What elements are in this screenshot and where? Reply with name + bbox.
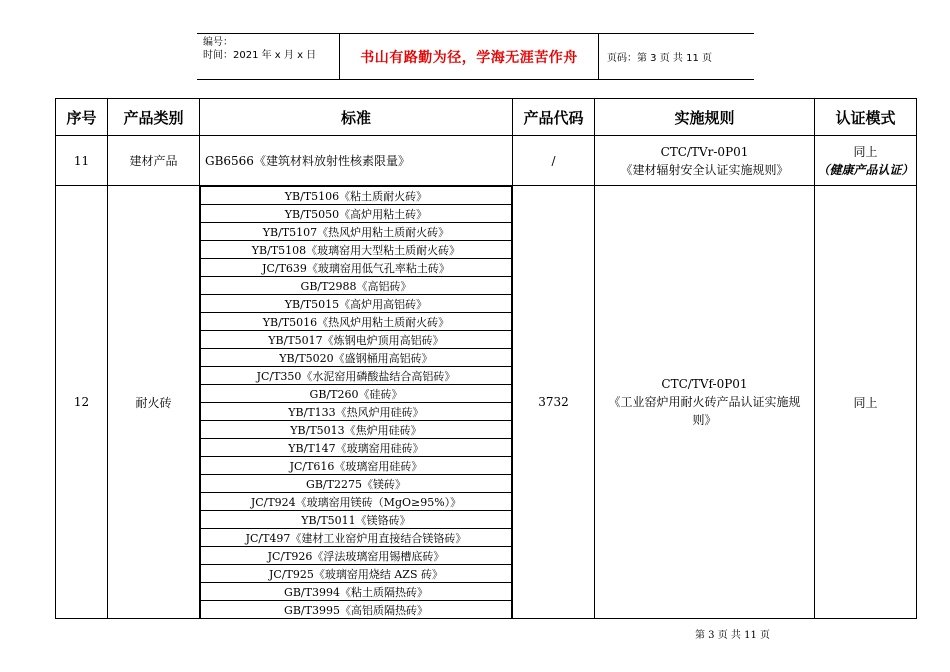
table-row xyxy=(56,186,917,619)
table-row xyxy=(56,136,917,186)
rule-title: 《工业窑炉用耐火砖产品认证实施规则》 xyxy=(608,395,801,427)
standard-item xyxy=(201,547,512,565)
row-code: 3732 xyxy=(513,186,595,619)
standard-text: YB/T5020《盛钢桶用高铝砖》 xyxy=(201,349,512,367)
standard-text: YB/T5106《粘土质耐火砖》 xyxy=(201,187,512,205)
page-footer: 第 3 页 共 11 页 xyxy=(695,630,770,641)
rule-title: 《建材辐射安全认证实施规则》 xyxy=(620,162,789,177)
standard-text: YB/T5108《玻璃窑用大型粘土质耐火砖》 xyxy=(201,241,512,259)
standard-item xyxy=(201,583,512,601)
standard-item xyxy=(201,223,512,241)
rule-code: CTC/TVf-0P01 xyxy=(661,377,748,391)
page-header xyxy=(197,33,754,80)
standard-item xyxy=(201,205,512,223)
standard-text: YB/T147《玻璃窑用硅砖》 xyxy=(201,439,512,457)
standard-item xyxy=(201,349,512,367)
standard-text: YB/T133《热风炉用硅砖》 xyxy=(201,403,512,421)
standard-item xyxy=(201,511,512,529)
col-header-standard: 标准 xyxy=(200,99,513,136)
col-header-category: 产品类别 xyxy=(108,99,200,136)
standard-text: JC/T924《玻璃窑用镁砖（MgO≥95%）》 xyxy=(201,493,512,511)
row-mode: 同上 xyxy=(815,186,917,619)
standard-item xyxy=(201,259,512,277)
rule-code: CTC/TVr-0P01 xyxy=(660,144,749,159)
header-meta xyxy=(203,36,316,62)
col-header-rules: 实施规则 xyxy=(595,99,815,136)
row-standards xyxy=(200,186,513,619)
number-label: 编号： xyxy=(203,37,233,48)
row-rules xyxy=(595,186,815,619)
row-no: 12 xyxy=(56,186,108,619)
standard-text: GB/T2988《高铝砖》 xyxy=(201,277,512,295)
standard-text: GB/T3994《粘土质隔热砖》 xyxy=(201,583,512,601)
standard-text: JC/T925《玻璃窑用烧结 AZS 砖》 xyxy=(201,565,512,583)
standard-item xyxy=(201,457,512,475)
standard-item xyxy=(201,385,512,403)
standard-item xyxy=(201,241,512,259)
standard-item xyxy=(201,367,512,385)
standard-text: YB/T5011《镁铬砖》 xyxy=(201,511,512,529)
standard-item xyxy=(201,313,512,331)
standard-item xyxy=(201,331,512,349)
standard-item xyxy=(201,187,512,205)
standards-list xyxy=(200,186,512,618)
standard-item xyxy=(201,475,512,493)
standard-text: JC/T616《玻璃窑用硅砖》 xyxy=(201,457,512,475)
row-rules xyxy=(595,136,815,186)
standard-text: YB/T5050《高炉用粘土砖》 xyxy=(201,205,512,223)
standard-item xyxy=(201,601,512,619)
standard-text: YB/T5015《高炉用高铝砖》 xyxy=(201,295,512,313)
standard-text: JC/T926《浮法玻璃窑用锡槽底砖》 xyxy=(201,547,512,565)
row-code: / xyxy=(513,136,595,186)
standard-text: JC/T639《玻璃窑用低气孔率粘土砖》 xyxy=(201,259,512,277)
standard-text: JC/T350《水泥窑用磷酸盐结合高铝砖》 xyxy=(201,367,512,385)
row-standard: GB6566《建筑材料放射性核素限量》 xyxy=(200,136,513,186)
page-info: 页码：第 3 页 共 11 页 xyxy=(607,53,712,64)
row-no: 11 xyxy=(56,136,108,186)
standard-text: GB/T260《硅砖》 xyxy=(201,385,512,403)
standard-text: YB/T5016《热风炉用粘土质耐火砖》 xyxy=(201,313,512,331)
col-header-no: 序号 xyxy=(56,99,108,136)
mode-text: 同上 xyxy=(853,144,878,159)
standard-item xyxy=(201,529,512,547)
row-mode xyxy=(815,136,917,186)
mode-note: （健康产品认证） xyxy=(817,162,914,177)
standard-text: YB/T5107《热风炉用粘土质耐火砖》 xyxy=(201,223,512,241)
standard-item xyxy=(201,403,512,421)
standard-item xyxy=(201,295,512,313)
table-header-row xyxy=(56,99,917,136)
standards-table xyxy=(55,98,917,619)
standard-text: YB/T5017《炼钢电炉顶用高铝砖》 xyxy=(201,331,512,349)
motto: 书山有路勤为径，学海无涯苦作舟 xyxy=(339,34,599,79)
standard-item xyxy=(201,493,512,511)
standard-text: GB/T3995《高铝质隔热砖》 xyxy=(201,601,512,619)
standard-text: JC/T497《建材工业窑炉用直接结合镁铬砖》 xyxy=(201,529,512,547)
standard-text: YB/T5013《焦炉用硅砖》 xyxy=(201,421,512,439)
row-category: 建材产品 xyxy=(108,136,200,186)
standard-item xyxy=(201,565,512,583)
row-category: 耐火砖 xyxy=(108,186,200,619)
col-header-mode: 认证模式 xyxy=(815,99,917,136)
standard-text: GB/T2275《镁砖》 xyxy=(201,475,512,493)
standard-item xyxy=(201,421,512,439)
col-header-code: 产品代码 xyxy=(513,99,595,136)
time-label: 时间：2021 年 x 月 x 日 xyxy=(203,50,317,61)
standard-item xyxy=(201,277,512,295)
standard-item xyxy=(201,439,512,457)
